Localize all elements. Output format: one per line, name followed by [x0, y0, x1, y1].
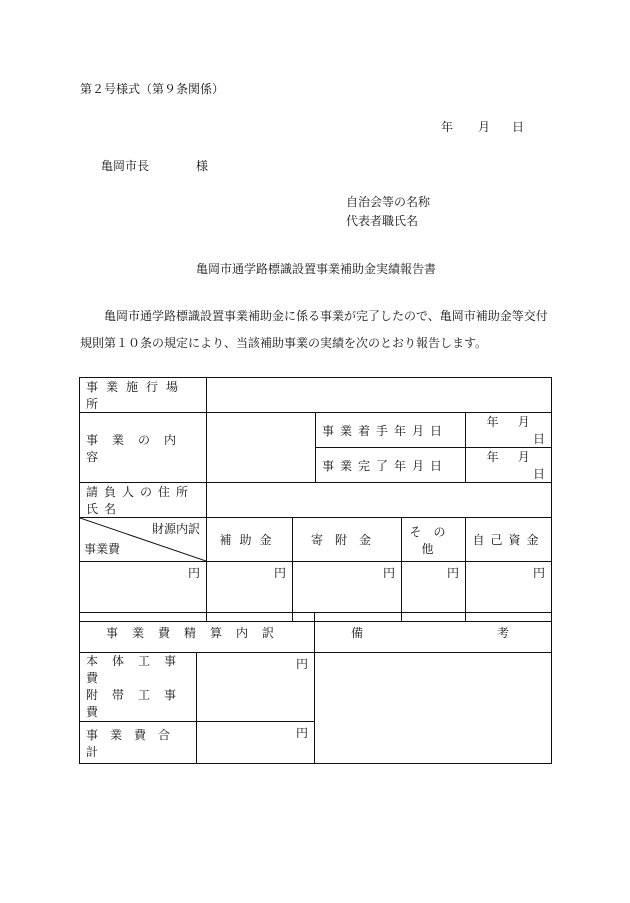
work-cost-labels	[80, 653, 197, 722]
funding-header-row	[80, 518, 552, 562]
remarks-label-2: 考	[497, 626, 510, 640]
other-label: その他	[402, 518, 466, 562]
content-label: 事業の内容	[80, 413, 207, 483]
start-year: 年	[486, 415, 499, 429]
start-day: 日	[533, 432, 546, 446]
donation-label: 寄附金	[293, 518, 402, 562]
start-month: 月	[517, 415, 530, 429]
body-text: 亀岡市通学路標識設置事業補助金に係る事業が完了したので、亀岡市補助金等交付規則第１０条の規定により、当該補助事業の実績を次のとおり報告します。	[80, 309, 548, 350]
cost-label: 事業費	[84, 542, 121, 556]
start-label: 事業着手年月日	[316, 413, 466, 448]
end-year: 年	[486, 450, 499, 464]
site-label: 事業施行場所	[80, 378, 207, 413]
funding-diagonal-cell	[80, 518, 207, 562]
other-yen: 円	[402, 562, 466, 622]
contractor-value	[207, 483, 552, 518]
own-funds-label: 自己資金	[466, 518, 552, 562]
breakdown-label: 財源内訳	[151, 522, 200, 536]
end-month: 月	[517, 450, 530, 464]
site-row	[80, 378, 552, 413]
settlement-header-row	[80, 613, 552, 653]
work-cost-row	[80, 653, 552, 722]
start-date	[466, 413, 552, 448]
content-value	[207, 413, 316, 483]
addressee-name: 亀岡市長	[101, 159, 150, 173]
work-cost-yen: 円	[197, 653, 315, 722]
end-date	[466, 448, 552, 483]
remarks-label-1: 備	[351, 626, 364, 640]
form-number: 第２号様式（第９条関係）	[80, 82, 225, 96]
remarks-header	[315, 613, 552, 653]
document-title: 亀岡市通学路標識設置事業補助金実績報告書	[196, 262, 437, 276]
main-work-label: 本体工事費	[86, 654, 191, 685]
start-row	[80, 413, 552, 448]
settlement-label: 事業費精算内訳	[80, 613, 315, 653]
site-value	[207, 378, 552, 413]
total-yen: 円	[197, 722, 315, 764]
date-day: 日	[512, 120, 525, 134]
applicant-rep-label: 代表者職氏名	[346, 214, 419, 228]
report-table	[79, 377, 552, 622]
contractor-row	[80, 483, 552, 518]
donation-yen: 円	[293, 562, 402, 622]
date-month: 月	[478, 120, 491, 134]
subsidy-yen: 円	[207, 562, 293, 622]
total-label: 事業費合計	[80, 722, 197, 764]
addressee-honorific: 様	[196, 159, 209, 173]
remarks-value	[315, 653, 552, 764]
cost-yen: 円	[80, 562, 207, 622]
applicant-org-label: 自治会等の名称	[346, 195, 431, 209]
contractor-label: 請負人の住所氏名	[80, 483, 207, 518]
ancillary-work-label: 附帯工事費	[86, 688, 191, 719]
subsidy-label: 補助金	[207, 518, 293, 562]
own-funds-yen: 円	[466, 562, 552, 622]
end-label: 事業完了年月日	[316, 448, 466, 483]
end-day: 日	[533, 467, 546, 481]
settlement-table	[79, 612, 552, 764]
date-year: 年	[441, 120, 454, 134]
